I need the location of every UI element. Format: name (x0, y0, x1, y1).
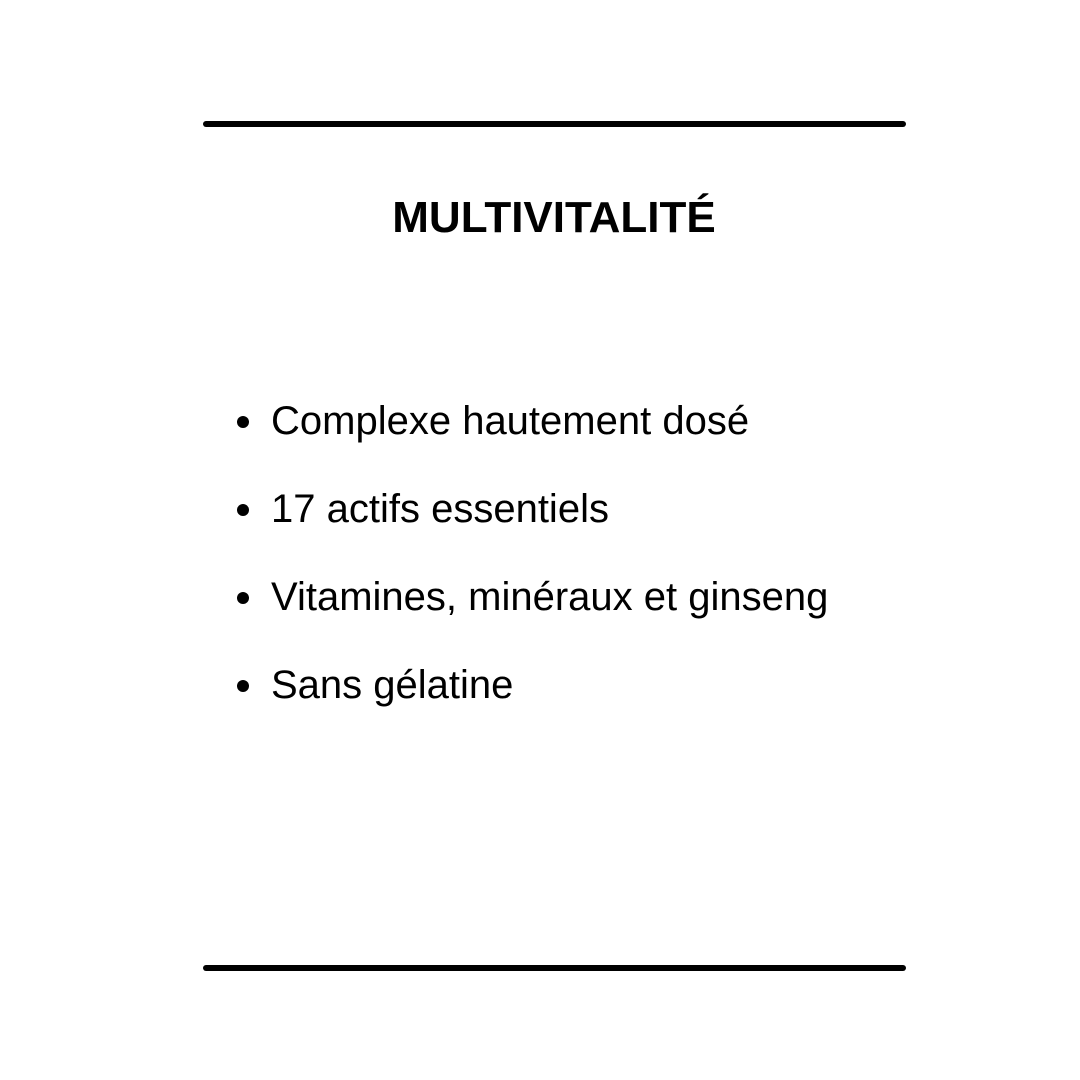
top-divider (203, 121, 906, 127)
feature-list (236, 393, 828, 745)
feature-item (236, 393, 828, 481)
feature-text: Sans gélatine (271, 663, 514, 707)
feature-item (236, 657, 828, 745)
feature-text: Vitamines, minéraux et ginseng (271, 575, 829, 619)
bottom-divider (203, 965, 906, 971)
bullet-icon (237, 592, 249, 604)
feature-text: Complexe hautement dosé (271, 399, 750, 443)
bullet-icon (237, 504, 249, 516)
bullet-icon (237, 416, 249, 428)
feature-item (236, 569, 828, 657)
feature-text: 17 actifs essentiels (271, 487, 609, 531)
product-title: MULTIVITALITÉ (392, 193, 716, 242)
bullet-icon (237, 680, 249, 692)
feature-item (236, 481, 828, 569)
